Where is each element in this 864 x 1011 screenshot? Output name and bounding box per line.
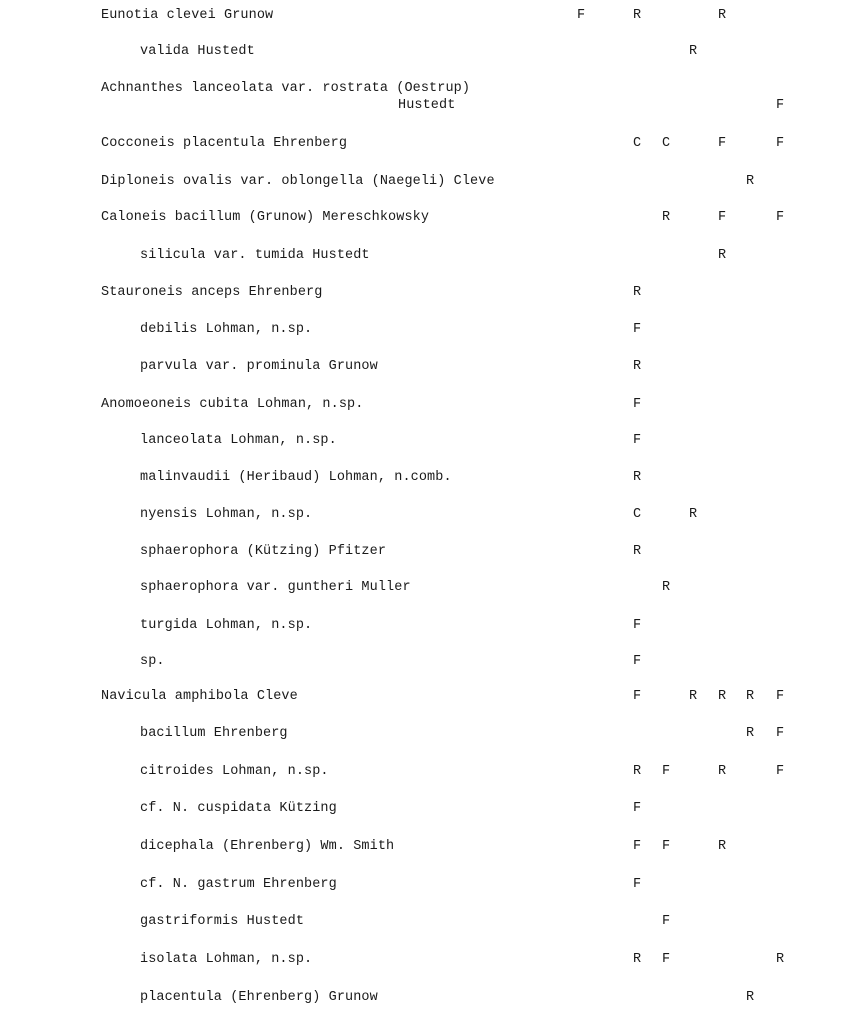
species-name: silicula var. tumida Hustedt bbox=[140, 248, 370, 263]
species-name: sphaerophora (Kützing) Pfitzer bbox=[140, 544, 387, 559]
abundance-mark: F bbox=[775, 210, 785, 225]
species-name: Anomoeoneis cubita Lohman, n.sp. bbox=[101, 397, 364, 412]
species-name: Navicula amphibola Cleve bbox=[101, 689, 298, 704]
species-name: bacillum Ehrenberg bbox=[140, 726, 288, 741]
abundance-mark: R bbox=[745, 726, 755, 741]
species-name: Diploneis ovalis var. oblongella (Naegeli) Cleve bbox=[101, 174, 495, 189]
abundance-mark: R bbox=[745, 689, 755, 704]
abundance-mark: R bbox=[632, 470, 642, 485]
abundance-mark: R bbox=[632, 285, 642, 300]
abundance-mark: R bbox=[717, 8, 727, 23]
species-name: nyensis Lohman, n.sp. bbox=[140, 507, 313, 522]
species-name: debilis Lohman, n.sp. bbox=[140, 322, 313, 337]
abundance-mark: R bbox=[688, 689, 698, 704]
abundance-mark: R bbox=[717, 839, 727, 854]
species-name: cf. N. gastrum Ehrenberg bbox=[140, 877, 337, 892]
abundance-mark: F bbox=[775, 689, 785, 704]
abundance-mark: F bbox=[661, 914, 671, 929]
abundance-mark: R bbox=[745, 174, 755, 189]
species-name: placentula (Ehrenberg) Grunow bbox=[140, 990, 378, 1005]
abundance-mark: F bbox=[632, 618, 642, 633]
abundance-mark: R bbox=[661, 580, 671, 595]
abundance-mark: F bbox=[632, 839, 642, 854]
abundance-mark: F bbox=[632, 397, 642, 412]
species-name: parvula var. prominula Grunow bbox=[140, 359, 378, 374]
species-name: gastriformis Hustedt bbox=[140, 914, 305, 929]
abundance-mark: R bbox=[632, 764, 642, 779]
abundance-mark: F bbox=[632, 433, 642, 448]
abundance-mark: R bbox=[717, 689, 727, 704]
species-name: Cocconeis placentula Ehrenberg bbox=[101, 136, 348, 151]
species-name: Achnanthes lanceolata var. rostrata (Oestrup) bbox=[101, 81, 471, 96]
abundance-mark: F bbox=[632, 801, 642, 816]
abundance-mark: R bbox=[632, 8, 642, 23]
abundance-mark: F bbox=[632, 654, 642, 669]
abundance-mark: F bbox=[576, 8, 586, 23]
abundance-mark: F bbox=[661, 952, 671, 967]
species-name: Eunotia clevei Grunow bbox=[101, 8, 274, 23]
species-name: turgida Lohman, n.sp. bbox=[140, 618, 313, 633]
abundance-mark: F bbox=[661, 839, 671, 854]
species-name: sphaerophora var. guntheri Muller bbox=[140, 580, 411, 595]
abundance-mark: R bbox=[632, 359, 642, 374]
abundance-mark: F bbox=[632, 689, 642, 704]
abundance-mark: R bbox=[775, 952, 785, 967]
abundance-mark: R bbox=[717, 764, 727, 779]
abundance-mark: R bbox=[632, 544, 642, 559]
abundance-mark: F bbox=[775, 726, 785, 741]
species-name: isolata Lohman, n.sp. bbox=[140, 952, 313, 967]
species-name: sp. bbox=[140, 654, 165, 669]
abundance-mark: C bbox=[632, 136, 642, 151]
species-name: Caloneis bacillum (Grunow) Mereschkowsky bbox=[101, 210, 430, 225]
abundance-mark: F bbox=[632, 322, 642, 337]
abundance-mark: F bbox=[775, 136, 785, 151]
species-name: valida Hustedt bbox=[140, 44, 255, 59]
abundance-mark: R bbox=[661, 210, 671, 225]
species-name: lanceolata Lohman, n.sp. bbox=[140, 433, 337, 448]
abundance-mark: F bbox=[775, 764, 785, 779]
abundance-mark: R bbox=[688, 44, 698, 59]
abundance-mark: R bbox=[717, 248, 727, 263]
abundance-mark: R bbox=[688, 507, 698, 522]
abundance-mark: C bbox=[632, 507, 642, 522]
abundance-mark: C bbox=[661, 136, 671, 151]
abundance-mark: R bbox=[745, 990, 755, 1005]
abundance-mark: F bbox=[661, 764, 671, 779]
species-name: cf. N. cuspidata Kützing bbox=[140, 801, 337, 816]
abundance-mark: F bbox=[717, 136, 727, 151]
abundance-mark: R bbox=[632, 952, 642, 967]
abundance-mark: F bbox=[717, 210, 727, 225]
species-name-continuation: Hustedt bbox=[398, 98, 456, 113]
species-name: dicephala (Ehrenberg) Wm. Smith bbox=[140, 839, 395, 854]
abundance-mark: F bbox=[775, 98, 785, 113]
species-name: Stauroneis anceps Ehrenberg bbox=[101, 285, 323, 300]
abundance-mark: F bbox=[632, 877, 642, 892]
species-name: malinvaudii (Heribaud) Lohman, n.comb. bbox=[140, 470, 452, 485]
species-name: citroides Lohman, n.sp. bbox=[140, 764, 329, 779]
